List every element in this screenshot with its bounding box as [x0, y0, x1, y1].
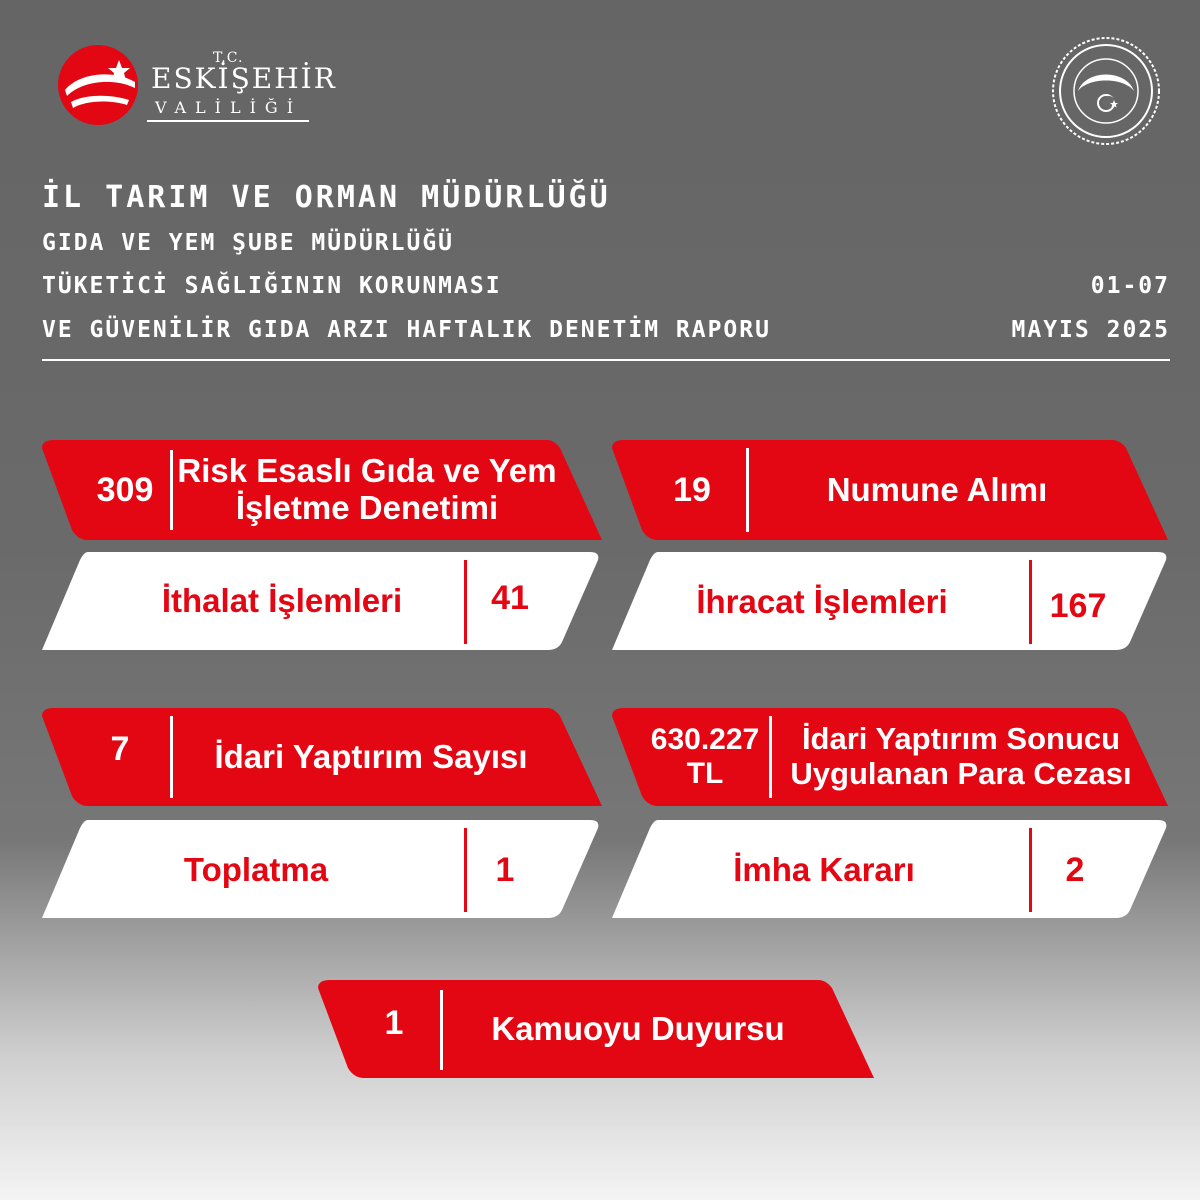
export-value: 167 [1049, 586, 1107, 625]
card-divider [769, 716, 772, 798]
public-announcement-value: 1 [384, 1003, 404, 1042]
ministry-seal-icon [1050, 35, 1162, 147]
card-divider [170, 716, 173, 798]
fine-amount-value: 630.227 [650, 723, 760, 757]
logo-office: VALİLİĞİ [155, 98, 303, 117]
sample-collection-value: 19 [673, 470, 711, 509]
risk-inspection-value: 309 [96, 470, 154, 509]
eskisehir-valiligi-logo [55, 42, 337, 132]
fine-amount-label-1: İdari Yaptırım Sonucu [801, 721, 1121, 757]
header-subtitle: GIDA VE YEM ŞUBE MÜDÜRLÜĞÜ [42, 230, 455, 256]
import-label: İthalat İşlemleri [161, 581, 403, 619]
destruction-card [612, 820, 1168, 918]
header-report-line-1: TÜKETİCİ SAĞLIĞININ KORUNMASI [42, 273, 502, 299]
report-date-range: 01-07 [1090, 273, 1170, 299]
report-date-month: MAYIS 2025 [1011, 317, 1170, 343]
public-announcement-card [318, 980, 874, 1078]
card-divider [464, 828, 467, 912]
sanction-count-card [42, 708, 602, 806]
logo-tc: T.C. [213, 50, 244, 66]
risk-inspection-card [42, 440, 602, 540]
sanction-count-value: 7 [110, 729, 130, 768]
recall-card [42, 820, 600, 918]
risk-inspection-label-1: Risk Esaslı Gıda ve Yem [177, 452, 557, 490]
fine-amount-card [612, 708, 1168, 806]
fine-amount-label-2: Uygulanan Para Cezası [790, 756, 1132, 791]
export-card [612, 552, 1168, 650]
header-divider [42, 359, 1170, 361]
destruction-label: İmha Kararı [733, 850, 915, 888]
header-report-line-2: VE GÜVENİLİR GIDA ARZI HAFTALIK DENETİM RAPORU [42, 317, 771, 343]
destruction-value: 2 [1065, 850, 1085, 889]
logo-underline [147, 120, 309, 122]
card-divider [170, 450, 173, 530]
fine-amount-currency: TL [686, 757, 724, 790]
public-announcement-label: Kamuoyu Duyursu [491, 1009, 785, 1047]
card-divider [746, 448, 749, 532]
sanction-count-label: İdari Yaptırım Sayısı [214, 737, 528, 775]
sample-collection-label: Numune Alımı [826, 470, 1048, 508]
export-label: İhracat İşlemleri [696, 582, 948, 620]
sample-collection-card [612, 440, 1168, 540]
import-value: 41 [491, 578, 529, 617]
card-divider [440, 990, 443, 1070]
header-title: İL TARIM VE ORMAN MÜDÜRLÜĞÜ [42, 180, 611, 215]
import-card [42, 552, 600, 650]
valilik-emblem-icon [55, 42, 141, 128]
recall-label: Toplatma [183, 850, 329, 888]
recall-value: 1 [495, 850, 515, 889]
risk-inspection-label-2: İşletme Denetimi [235, 489, 499, 526]
card-divider [464, 560, 467, 644]
logo-city: ESKİŞEHİR [151, 62, 337, 95]
